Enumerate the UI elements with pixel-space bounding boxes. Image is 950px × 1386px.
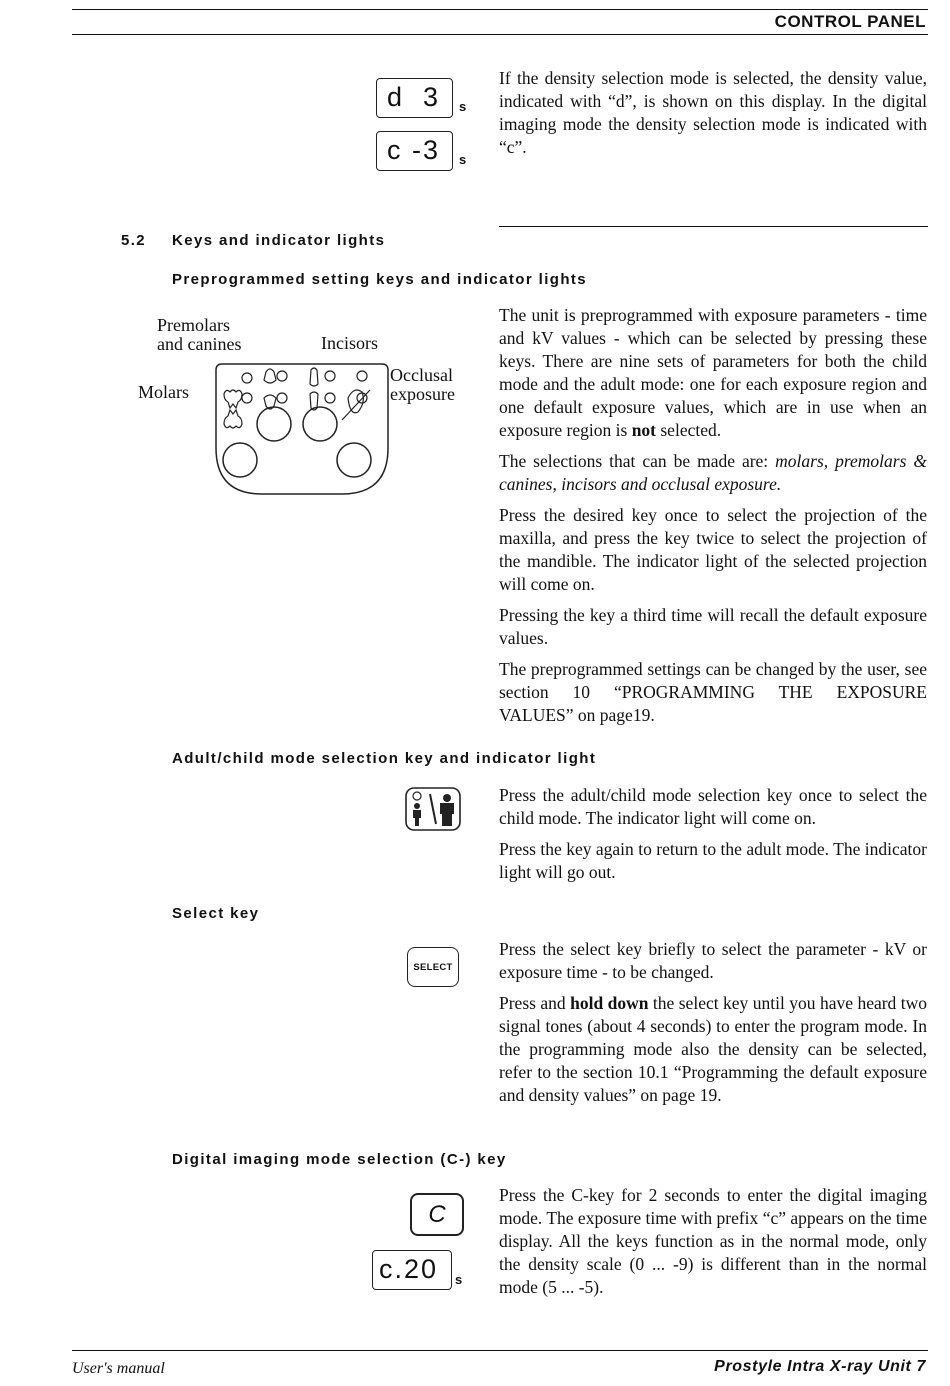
key-incisors bbox=[303, 407, 337, 441]
adult-child-paragraph-2: Press the key again to return to the adult mode. The indicator light will go out. bbox=[499, 839, 927, 882]
select-key-paragraph-2: Press and hold down the select key until you have heard two signal tones (about 4 seconds) to enter the program mode. In the programming mode also the density can be selected, refer to the section 10.1 “Programming the default exposure and density values” on page 19. bbox=[499, 993, 927, 1105]
indicator-light-molar-upper bbox=[242, 373, 252, 383]
incisor-tooth-icon bbox=[310, 368, 318, 410]
select-key-icon bbox=[407, 947, 459, 987]
section-rule bbox=[499, 226, 928, 227]
adult-child-description bbox=[499, 784, 927, 892]
digital-time-display: c.20 bbox=[372, 1250, 452, 1290]
preprogrammed-paragraph-1: The unit is preprogrammed with exposure parameters - time and kV values - which can be selected by pressing these keys. There are nine sets of parameters for both the child mode and the adult mode: one for each exposure region and one default exposure values, which are in use when an exposure region is not selected. bbox=[499, 305, 927, 440]
preprogrammed-paragraph-4: Pressing the key a third time will recall the default exposure values. bbox=[499, 605, 927, 648]
preprogrammed-paragraph-2: The selections that can be made are: molars, premolars & canines, incisors and occlusal exposure. bbox=[499, 451, 927, 494]
adult-child-paragraph-1: Press the adult/child mode selection key once to select the child mode. The indicator light will come on. bbox=[499, 785, 927, 828]
preprogrammed-description bbox=[499, 304, 927, 735]
premolar-tooth-icon bbox=[264, 369, 276, 409]
molar-tooth-icon bbox=[224, 390, 242, 428]
footer-manual-label: User's manual bbox=[72, 1360, 165, 1377]
header-title: CONTROL PANEL bbox=[774, 12, 926, 31]
footer-product-page: Prostyle Intra X-ray Unit 7 bbox=[714, 1358, 926, 1375]
digital-mode-paragraph-1: Press the C-key for 2 seconds to enter the digital imaging mode. The exposure time with prefix “c” appears on the time display. All the keys function as in the normal mode, only the density scale (0 ... -9) is different than in the normal mode (5 ... -5). bbox=[499, 1185, 927, 1297]
density-paragraph: If the density selection mode is selected, the density value, indicated with “d”, is shown on this display. In the digital imaging mode the density selection mode is indicated with “c”. bbox=[499, 68, 927, 157]
density-unit-s: s bbox=[459, 99, 467, 114]
preprogrammed-paragraph-5: The preprogrammed settings can be changed by the user, see section 10 “PROGRAMMING THE EXPOSURE VALUES” on page19. bbox=[499, 659, 927, 725]
density-display-c: c -3 bbox=[376, 131, 453, 171]
label-molars: Molars bbox=[138, 382, 189, 402]
density-description bbox=[499, 67, 927, 167]
indicator-light-occlusal-upper bbox=[357, 371, 367, 381]
adult-child-heading: Adult/child mode selection key and indicator light bbox=[172, 750, 597, 767]
key-premolars bbox=[257, 407, 291, 441]
preprogrammed-paragraph-3: Press the desired key once to select the projection of the maxilla, and press the key twice to select the projection of the mandible. The indicator light of the selected projection will come on. bbox=[499, 505, 927, 594]
section-title: Keys and indicator lights bbox=[172, 232, 386, 249]
indicator-light-incisor-upper bbox=[325, 371, 335, 381]
select-key-paragraph-1: Press the select key briefly to select the parameter - kV or exposure time - to be changed. bbox=[499, 939, 927, 982]
indicator-light-incisor-lower bbox=[325, 393, 335, 403]
density-display-d: d 3 bbox=[376, 78, 453, 118]
digital-mode-description bbox=[499, 1184, 927, 1307]
section-number: 5.2 bbox=[121, 232, 147, 249]
c-key-label: C bbox=[428, 1200, 446, 1228]
key-molars bbox=[223, 443, 257, 477]
header-bottom-rule bbox=[72, 34, 928, 35]
indicator-light-molar-lower bbox=[242, 393, 252, 403]
key-occlusal bbox=[337, 443, 371, 477]
indicator-light-premolar-upper bbox=[277, 371, 287, 381]
indicator-light-premolar-lower bbox=[277, 393, 287, 403]
label-occlusal: Occlusal exposure bbox=[390, 365, 455, 404]
digital-mode-heading: Digital imaging mode selection (C-) key bbox=[172, 1151, 507, 1168]
select-key-heading: Select key bbox=[172, 905, 260, 922]
select-key-description bbox=[499, 938, 927, 1115]
label-incisors: Incisors bbox=[321, 333, 378, 353]
header-top-rule bbox=[72, 9, 928, 10]
density-unit-s-2: s bbox=[459, 152, 467, 167]
adult-child-key-icon bbox=[404, 786, 462, 832]
preprogrammed-keypad-illustration bbox=[212, 360, 392, 496]
c-key-icon bbox=[410, 1193, 464, 1236]
label-premolars: Premolars and canines bbox=[157, 315, 242, 354]
footer-rule bbox=[72, 1350, 928, 1351]
preprogrammed-heading: Preprogrammed setting keys and indicator lights bbox=[172, 271, 588, 288]
select-key-label: SELECT bbox=[413, 961, 453, 973]
digital-unit-s: s bbox=[455, 1272, 463, 1287]
